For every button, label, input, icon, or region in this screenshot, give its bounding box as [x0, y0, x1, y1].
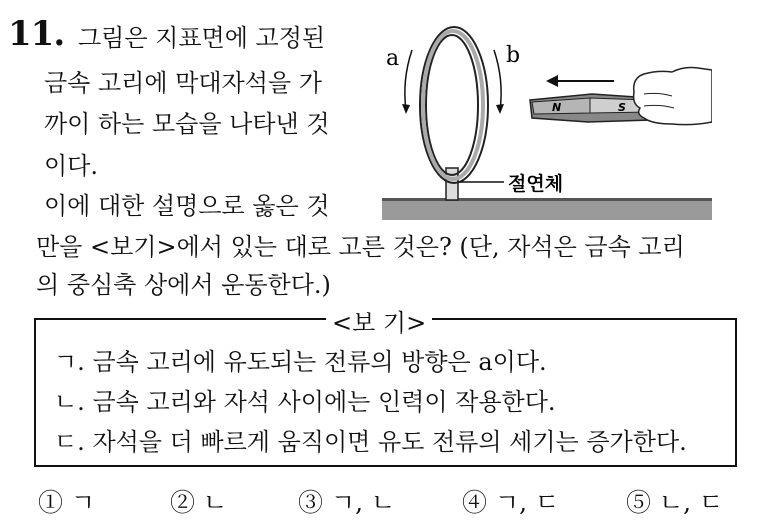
choice-5[interactable]: ⑤ ㄴ, ㄷ	[626, 488, 724, 517]
magnet-s-label: S	[618, 101, 626, 114]
insulator-label: 절연체	[508, 173, 564, 195]
magnet-n-label: N	[552, 101, 562, 114]
bogi-item-1: ㄱ. 금속 고리에 유도되는 전류의 방향은 a이다.	[54, 348, 547, 376]
question-line-7: 의 중심축 상에서 운동한다.)	[36, 271, 331, 299]
label-a: a	[386, 46, 400, 71]
question-line-6: 만을 <보기>에서 있는 대로 고른 것은? (단, 자석은 금속 고리	[36, 233, 685, 261]
label-b: b	[506, 43, 521, 68]
arrow-b-icon	[494, 50, 501, 110]
question-line-3: 까이 하는 모습을 나타낸 것	[44, 110, 330, 138]
question-line-5: 이에 대한 설명으로 옳은 것	[44, 192, 330, 220]
figure-ring-magnet	[382, 10, 712, 225]
question-line-1: 그림은 지표면에 고정된	[78, 24, 326, 52]
bogi-title: <보 기>	[326, 303, 432, 338]
choice-1[interactable]: ① ㄱ	[38, 488, 96, 517]
question-number: 11.	[8, 14, 65, 54]
question-line-4: 이다.	[44, 152, 98, 180]
metal-ring-inner	[426, 35, 478, 175]
choice-2[interactable]: ② ㄴ	[170, 488, 228, 517]
question-line-2: 금속 고리에 막대자석을 가	[44, 69, 322, 97]
bogi-box	[34, 309, 737, 467]
bogi-item-2: ㄴ. 금속 고리와 자석 사이에는 인력이 작용한다.	[54, 388, 556, 416]
hand-illustration	[634, 68, 712, 125]
ground-surface	[382, 200, 712, 220]
arrow-a-icon	[405, 50, 412, 110]
choice-4[interactable]: ④ ㄱ, ㄷ	[462, 488, 560, 517]
choice-3[interactable]: ③ ㄱ, ㄴ	[298, 488, 396, 517]
ring-stand	[446, 168, 458, 200]
bogi-item-3: ㄷ. 자석을 더 빠르게 움직이면 유도 전류의 세기는 증가한다.	[54, 428, 687, 456]
